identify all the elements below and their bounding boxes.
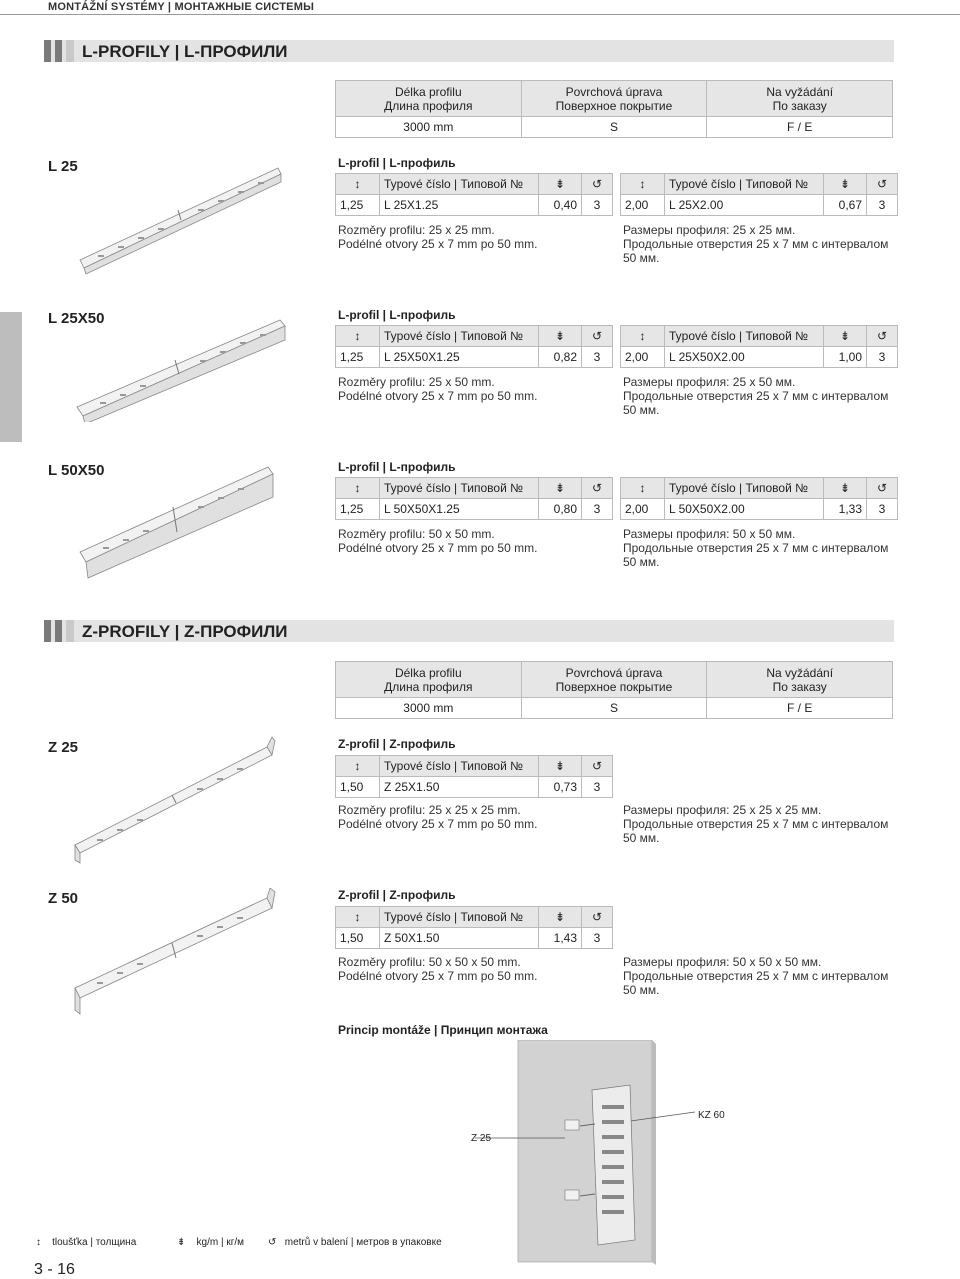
section-bar-z-profiles: [44, 620, 894, 642]
product-name: L 50X50: [48, 462, 105, 479]
section-bar-l-profiles: [44, 40, 894, 62]
header-divider: [0, 14, 960, 15]
l50x50-table-a: ↕ Typové číslo | Типовой № ⇟ ↺ 1,25 L 50X50X1.25 0,80 3: [335, 477, 613, 520]
rotate-icon: ↺: [268, 1237, 277, 1248]
info-table-z: Délka profilu Длина профиля Povrchová úprava Поверхное покрытие Na vyžádání По заказу 3000 mm S F / E: [335, 661, 893, 719]
l25-table-b: ↕ Typové číslo | Типовой № ⇟ ↺ 2,00 L 25X2.00 0,67 3: [620, 173, 898, 216]
page-header-title: MONTÁŽNÍ SYSTÉMY | МОНТАЖНЫЕ СИСТЕМЫ: [48, 1, 315, 13]
description-cz: Rozměry profilu: 25 x 50 mm. Podélné otvory 25 x 7 mm po 50 mm.: [338, 375, 538, 403]
l25x50-table-a: ↕ Typové číslo | Типовой № ⇟ ↺ 1,25 L 25X50X1.25 0,82 3: [335, 325, 613, 368]
weight-icon: ⇟: [177, 1237, 186, 1248]
page-number: 3 - 16: [34, 1261, 75, 1278]
section-title: Z-PROFILY | Z-ПРОФИЛИ: [82, 622, 288, 641]
thickness-icon: ↕: [36, 1237, 41, 1248]
z50-profile-illustration: [72, 888, 277, 1018]
profile-type-label: Z-profil | Z-профиль: [338, 737, 456, 751]
l25-table-a: ↕ Typové číslo | Типовой № ⇟ ↺ 1,25 L 25X1.25 0,40 3: [335, 173, 613, 216]
side-tab-marker: [0, 312, 22, 442]
z25-profile-illustration: [72, 735, 277, 865]
l25-profile-illustration: [78, 160, 283, 275]
profile-type-label: L-profil | L-профиль: [338, 460, 456, 474]
description-cz: Rozměry profilu: 50 x 50 x 50 mm. Podélné otvory 25 x 7 mm po 50 mm.: [338, 955, 538, 983]
legend-thickness: ↕ tloušťka | толщина: [36, 1237, 137, 1248]
z25-table: ↕ Typové číslo | Типовой № ⇟ ↺ 1,50 Z 25X1.50 0,73 3: [335, 755, 613, 798]
description-ru: Размеры профиля: 25 x 50 мм. Продольные отверстия 25 x 7 мм с интервалом 50 мм.: [623, 375, 889, 417]
description-ru: Размеры профиля: 25 x 25 x 25 мм. Продольные отверстия 25 x 7 мм с интервалом 50 мм.: [623, 803, 889, 845]
description-ru: Размеры профиля: 50 x 50 мм. Продольные отверстия 25 x 7 мм с интервалом 50 мм.: [623, 527, 889, 569]
description-cz: Rozměry profilu: 50 x 50 mm. Podélné otvory 25 x 7 mm po 50 mm.: [338, 527, 538, 555]
z25-callout-label: Z 25: [471, 1133, 492, 1144]
description-cz: Rozměry profilu: 25 x 25 mm. Podélné otvory 25 x 7 mm po 50 mm.: [338, 223, 538, 251]
l50x50-profile-illustration: [78, 462, 278, 580]
product-name: L 25: [48, 158, 78, 175]
description-ru: Размеры профиля: 25 x 25 мм. Продольные отверстия 25 x 7 мм с интервалом 50 мм.: [623, 223, 889, 265]
product-name: L 25X50: [48, 310, 105, 327]
description-cz: Rozměry profilu: 25 x 25 x 25 mm. Podélné otvory 25 x 7 mm po 50 mm.: [338, 803, 538, 831]
legend-length: ↺ metrů v balení | метров в упаковке: [268, 1237, 442, 1248]
section-title: L-PROFILY | L-ПРОФИЛИ: [82, 42, 288, 61]
product-name: Z 50: [48, 890, 79, 907]
description-ru: Размеры профиля: 50 x 50 x 50 мм. Продольные отверстия 25 x 7 мм с интервалом 50 мм.: [623, 955, 889, 997]
l50x50-table-b: ↕ Typové číslo | Типовой № ⇟ ↺ 2,00 L 50X50X2.00 1,33 3: [620, 477, 898, 520]
product-name: Z 25: [48, 739, 79, 756]
profile-type-label: L-profil | L-профиль: [338, 308, 456, 322]
legend-weight: ⇟ kg/m | кг/м: [177, 1237, 245, 1248]
profile-type-label: Z-profil | Z-профиль: [338, 888, 456, 902]
z50-table: ↕ Typové číslo | Типовой № ⇟ ↺ 1,50 Z 50X1.50 1,43 3: [335, 906, 613, 949]
profile-type-label: L-profil | L-профиль: [338, 156, 456, 170]
l25x50-profile-illustration: [75, 312, 290, 422]
kz60-callout-label: KZ 60: [698, 1110, 725, 1121]
mounting-title: Princip montáže | Принцип монтажа: [338, 1023, 548, 1037]
l25x50-table-b: ↕ Typové číslo | Типовой № ⇟ ↺ 2,00 L 25X50X2.00 1,00 3: [620, 325, 898, 368]
mounting-illustration: [470, 1040, 740, 1265]
info-table-l: Délka profilu Длина профиля Povrchová úprava Поверхное покрытие Na vyžádání По заказу 3000 mm S F / E: [335, 80, 893, 138]
